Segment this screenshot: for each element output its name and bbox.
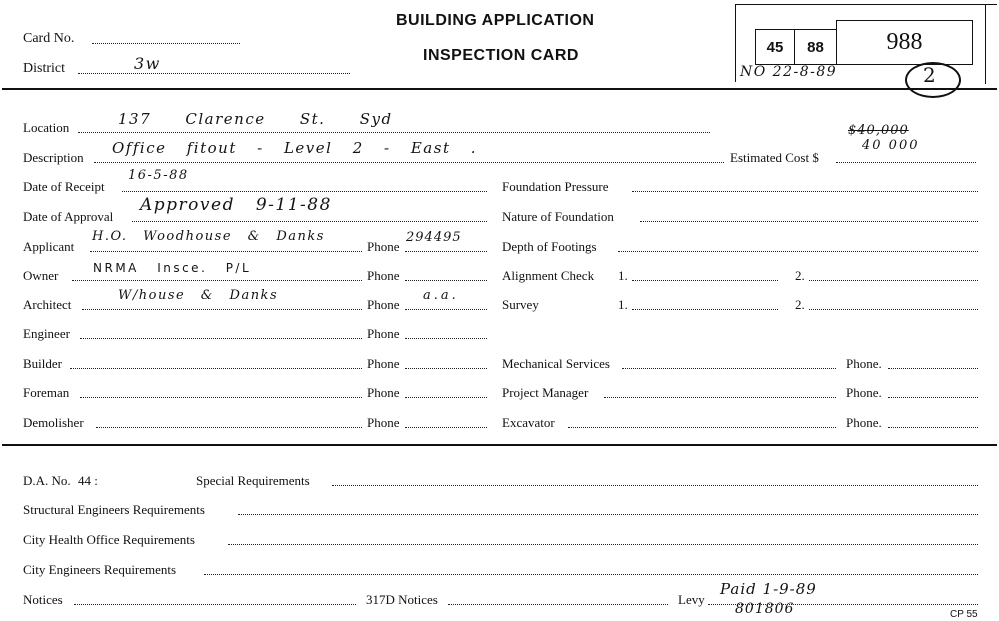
applicant-value: H.O. Woodhouse & Danks	[92, 229, 325, 244]
foreman-phone-label: Phone	[367, 385, 400, 400]
approval-line	[132, 221, 487, 222]
structural-line	[238, 514, 978, 515]
receipt-line	[122, 191, 487, 192]
builder-line	[70, 368, 362, 369]
ref-note: NO 22-8-89	[740, 64, 838, 80]
survey-item-1-label: 1.	[618, 297, 628, 312]
header-frame-left	[735, 4, 736, 82]
box-c: 988	[836, 20, 973, 65]
survey-item-2-label: 2.	[795, 297, 805, 312]
description-label: Description	[23, 150, 84, 165]
excavator-line	[568, 427, 836, 428]
engineers-line	[204, 574, 978, 575]
alignment-item-1-label: 1.	[618, 268, 628, 283]
district-value: 3w	[134, 54, 161, 73]
approval-label: Date of Approval	[23, 209, 114, 224]
header-frame-right	[985, 4, 986, 84]
demolisher-phone-line	[405, 427, 487, 428]
mechanical-line	[622, 368, 836, 369]
architect-line	[82, 309, 362, 310]
depth-footings-label: Depth of Footings	[502, 239, 597, 254]
health-line	[228, 544, 978, 545]
builder-phone-line	[405, 368, 487, 369]
levy-label: Levy	[678, 592, 705, 607]
builder-phone-label: Phone	[367, 356, 400, 371]
owner-phone-label: Phone	[367, 268, 400, 283]
estimated-cost-label: Estimated Cost $	[730, 150, 819, 165]
engineer-label: Engineer	[23, 326, 70, 341]
title-line-1: BUILDING APPLICATION	[396, 12, 595, 29]
architect-label: Architect	[23, 297, 72, 312]
architect-phone-line	[405, 309, 487, 310]
card-no-label: Card No.	[23, 31, 75, 46]
survey-item-2-line	[809, 309, 978, 310]
project-manager-phone-label: Phone.	[846, 385, 882, 400]
excavator-label: Excavator	[502, 415, 555, 430]
demolisher-line	[96, 427, 362, 428]
owner-phone-line	[405, 280, 487, 281]
circled-value: 2	[923, 63, 938, 87]
receipt-number: 801806	[735, 601, 795, 617]
header-divider	[2, 88, 997, 90]
da-value: 44 :	[78, 473, 98, 488]
applicant-phone-value: 294495	[406, 230, 462, 245]
survey-label: Survey	[502, 297, 539, 312]
project-manager-phone-line	[888, 397, 978, 398]
architect-value: W/house & Danks	[118, 288, 279, 303]
applicant-line	[90, 251, 362, 252]
applicant-label: Applicant	[23, 239, 75, 254]
header-frame-top	[735, 4, 997, 5]
engineer-phone-line	[405, 338, 487, 339]
receipt-label: Date of Receipt	[23, 179, 105, 194]
mechanical-label: Mechanical Services	[502, 356, 610, 371]
engineers-label: City Engineers Requirements	[23, 562, 177, 577]
notices-line	[74, 604, 356, 605]
excavator-phone-line	[888, 427, 978, 428]
foreman-line	[80, 397, 362, 398]
location-line	[78, 132, 710, 133]
builder-label: Builder	[23, 356, 62, 371]
estimated-cost-value: 40 000	[862, 138, 920, 153]
notices-317-line	[448, 604, 668, 605]
district-label: District	[23, 61, 65, 76]
demolisher-phone-label: Phone	[367, 415, 400, 430]
alignment-item-1-line	[632, 280, 778, 281]
location-value: 137 Clarence St. Syd	[118, 110, 393, 128]
mechanical-phone-label: Phone.	[846, 356, 882, 371]
description-line	[94, 162, 724, 163]
alignment-item-2-line	[809, 280, 978, 281]
nature-foundation-line	[640, 221, 978, 222]
demolisher-label: Demolisher	[23, 415, 84, 430]
engineer-line	[80, 338, 362, 339]
nature-foundation-label: Nature of Foundation	[502, 209, 614, 224]
engineer-phone-label: Phone	[367, 326, 400, 341]
middle-divider	[2, 444, 997, 446]
depth-footings-line	[618, 251, 978, 252]
form-code: CP 55	[950, 609, 978, 620]
foreman-label: Foreman	[23, 385, 70, 400]
alignment-item-2-label: 2.	[795, 268, 805, 283]
notices-label: Notices	[23, 592, 63, 607]
health-label: City Health Office Requirements	[23, 532, 195, 547]
mechanical-phone-line	[888, 368, 978, 369]
owner-value: NRMA Insce. P/L	[93, 261, 252, 275]
project-manager-line	[604, 397, 836, 398]
location-label: Location	[23, 120, 70, 135]
applicant-phone-line	[405, 251, 487, 252]
owner-label: Owner	[23, 268, 59, 283]
foundation-pressure-line	[632, 191, 978, 192]
project-manager-label: Project Manager	[502, 385, 589, 400]
district-line	[78, 73, 350, 74]
estimated-cost-struck: $40,000	[848, 123, 909, 138]
special-label: Special Requirements	[196, 473, 310, 488]
applicant-phone-label: Phone	[367, 239, 400, 254]
approval-value: Approved 9-11-88	[140, 195, 332, 215]
box-a: 45	[755, 29, 795, 65]
architect-phone-value: a.a.	[423, 288, 459, 303]
special-line	[332, 485, 978, 486]
structural-label: Structural Engineers Requirements	[23, 502, 205, 517]
architect-phone-label: Phone	[367, 297, 400, 312]
levy-value: Paid 1-9-89	[720, 580, 817, 598]
foreman-phone-line	[405, 397, 487, 398]
da-label: D.A. No.	[23, 473, 71, 488]
receipt-value: 16-5-88	[128, 168, 189, 183]
owner-line	[72, 280, 362, 281]
survey-item-1-line	[632, 309, 778, 310]
title-line-2: INSPECTION CARD	[423, 47, 579, 64]
box-b: 88	[794, 29, 837, 65]
notices-317-label: 317D Notices	[366, 592, 438, 607]
estimated-cost-line	[836, 162, 976, 163]
excavator-phone-label: Phone.	[846, 415, 882, 430]
alignment-check-label: Alignment Check	[502, 268, 595, 283]
foundation-pressure-label: Foundation Pressure	[502, 179, 609, 194]
card-no-line	[92, 43, 240, 44]
description-value: Office fitout - Level 2 - East .	[112, 139, 478, 157]
